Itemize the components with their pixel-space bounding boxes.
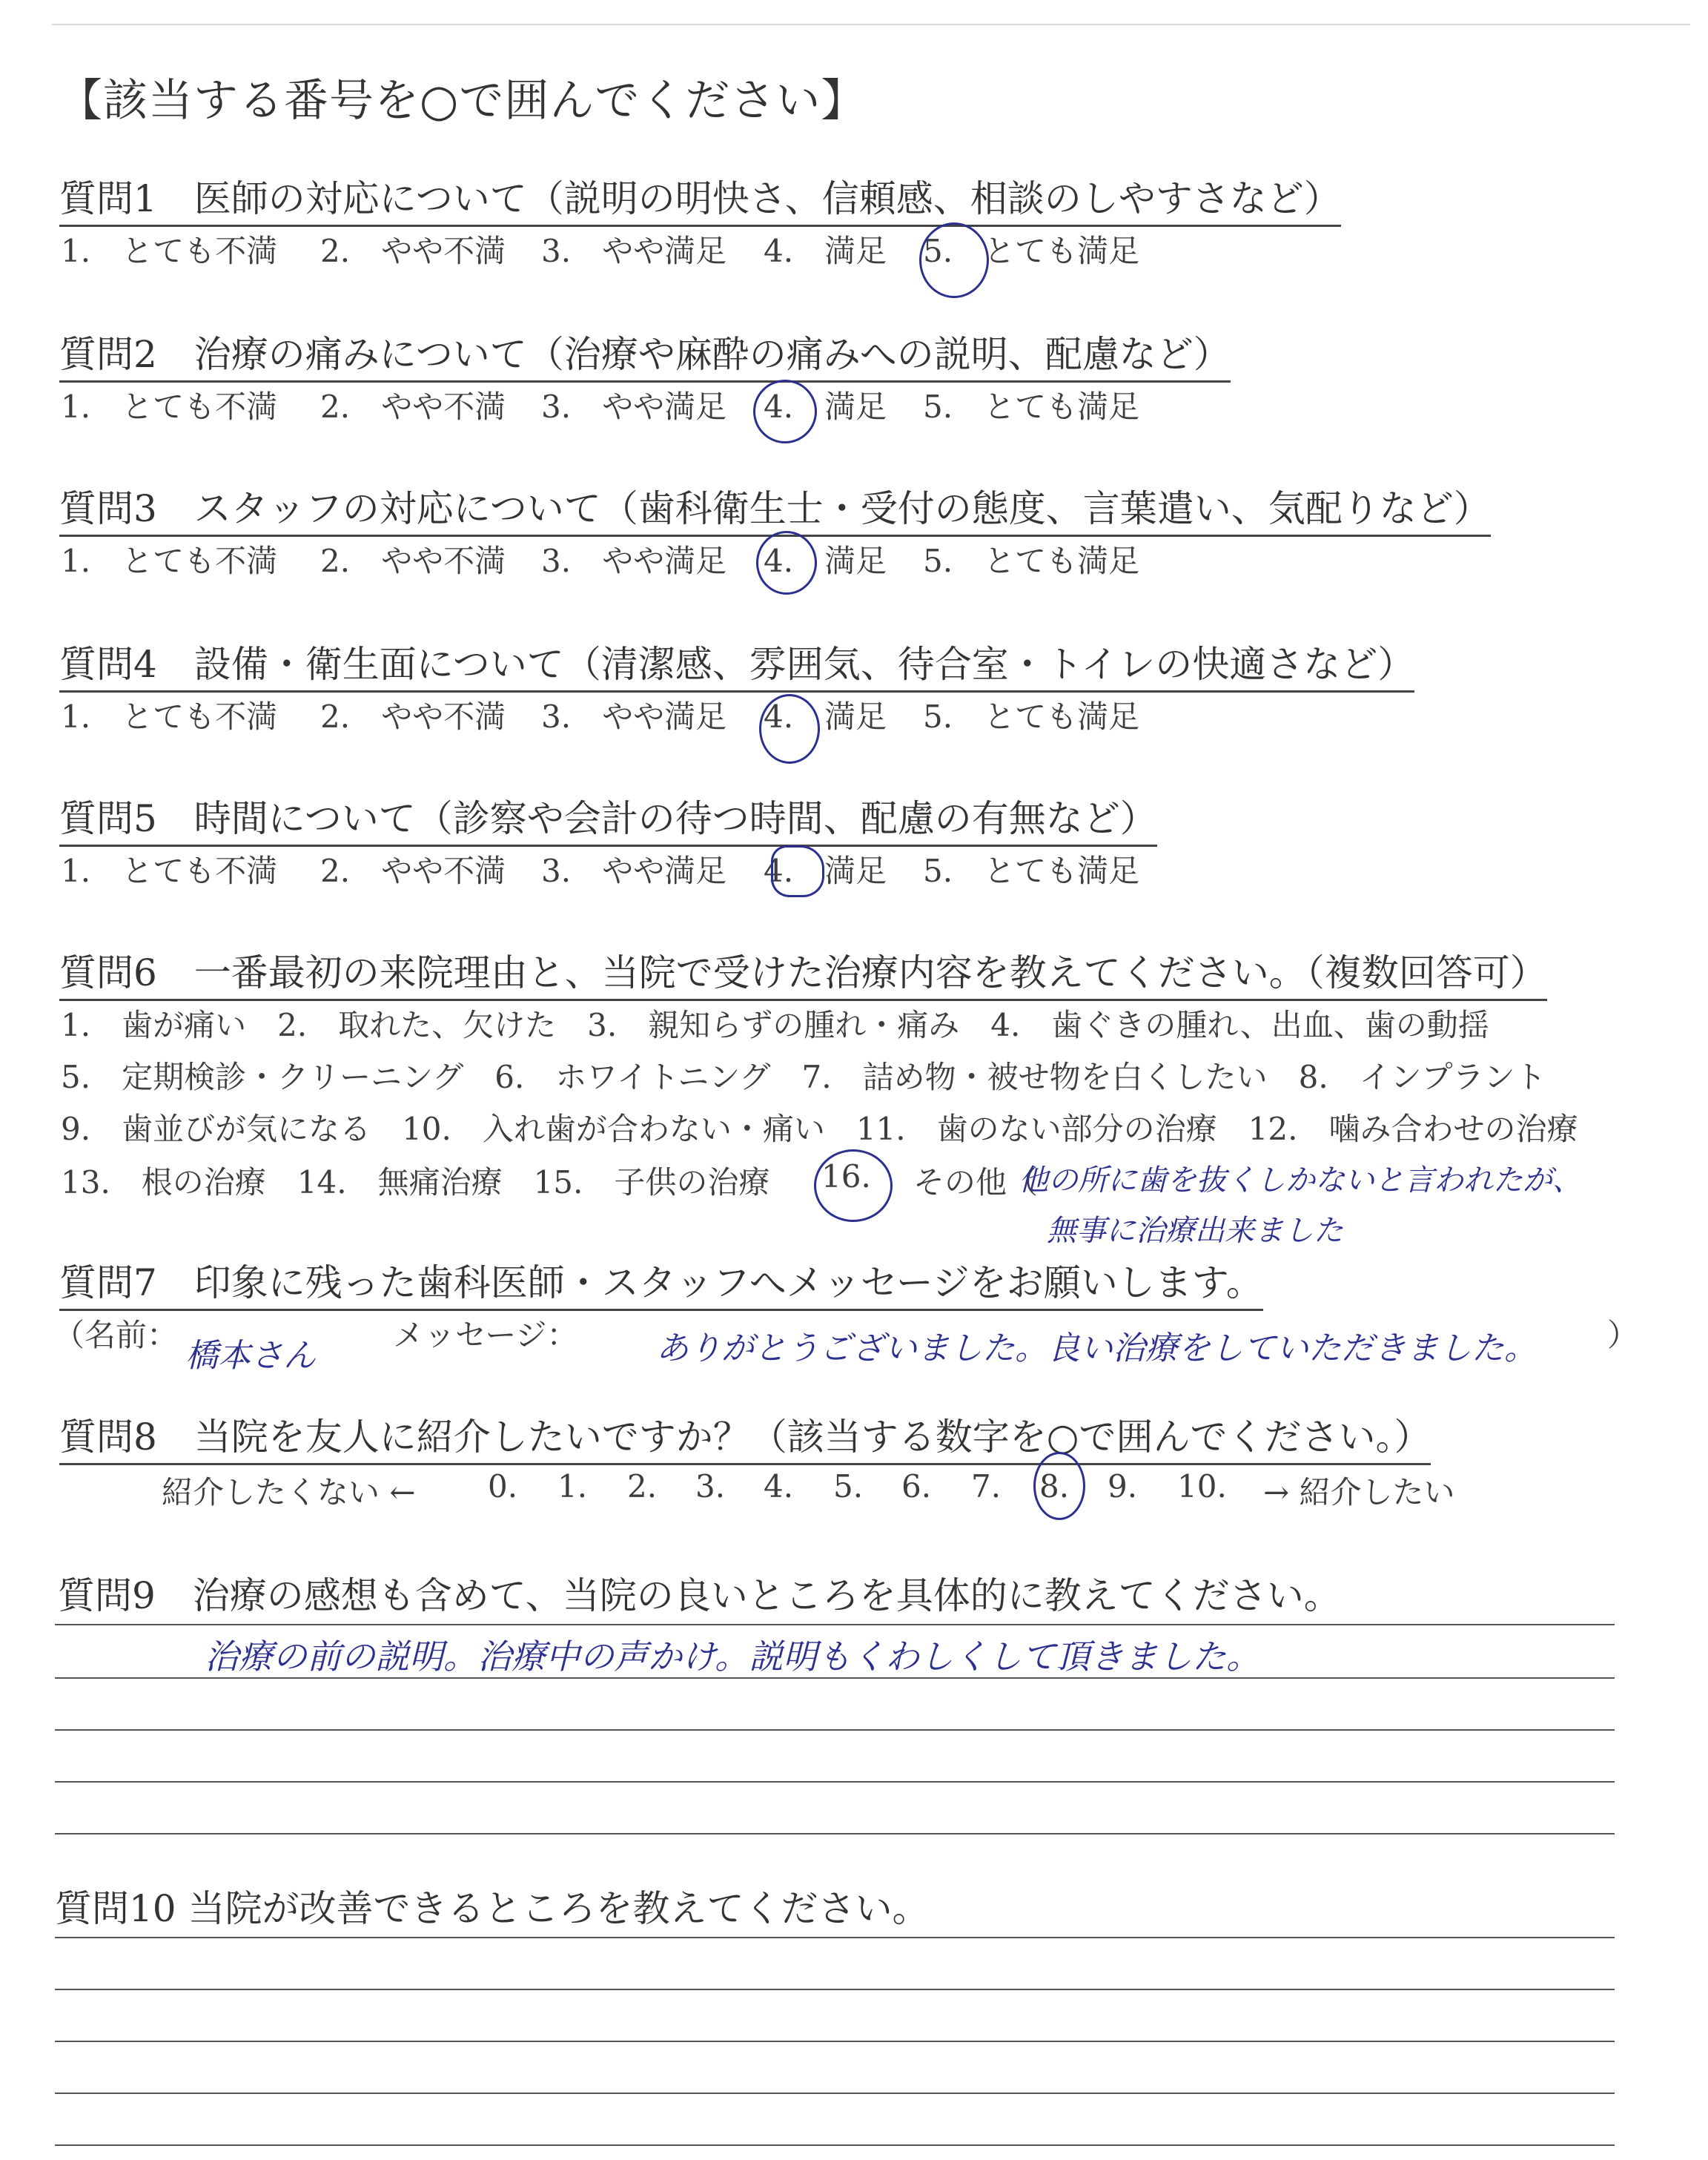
q10-answer-line-3[interactable] [55,2041,1615,2042]
q8-right-label: → 紹介したい [1263,1474,1455,1510]
q4-answer-circle [759,694,820,764]
q4-option-4[interactable]: 4. 満足 [764,698,887,735]
q4-option-3[interactable]: 3. やや満足 [541,698,727,735]
question-3-text: 質問3 スタッフの対応について（歯科衛生士・受付の態度、言葉遣い、気配りなど） [59,487,1491,537]
q10-answer-line-2[interactable] [55,1989,1615,1990]
q8-scale-10[interactable]: 10. [1177,1468,1227,1505]
q3-option-3[interactable]: 3. やや満足 [541,543,727,579]
question-2-text: 質問2 治療の痛みについて（治療や麻酔の痛みへの説明、配慮など） [59,333,1231,383]
q1-option-4[interactable]: 4. 満足 [764,233,887,269]
q6-other-handwriting-2: 無事に治療出来ました [1047,1214,1343,1248]
q2-option-5[interactable]: 5. とても満足 [923,389,1140,425]
top-rule [52,24,1690,25]
q8-answer-circle [1033,1452,1085,1520]
q1-option-3[interactable]: 3. やや満足 [541,233,727,269]
q8-scale-7[interactable]: 7. [971,1468,1002,1505]
question-6 [59,943,1547,997]
q3-option-4[interactable]: 4. 満足 [764,543,887,579]
q1-option-5[interactable]: 5. とても満足 [923,233,1140,269]
question-8-text: 質問8 当院を友人に紹介したいですか？（該当する数字を○で囲んでください。） [59,1416,1431,1465]
q4-option-2[interactable]: 2. やや不満 [320,698,506,735]
question-7-text: 質問7 印象に残った歯科医師・スタッフへメッセージをお願いします。 [59,1261,1263,1311]
page-title: 【該当する番号を○で囲んでください】 [58,75,867,127]
q5-option-3[interactable]: 3. やや満足 [541,853,727,889]
question-8 [59,1407,1431,1461]
q1-option-1[interactable]: 1. とても不満 [61,233,278,269]
q2-option-1[interactable]: 1. とても不満 [61,389,278,425]
q9-answer-handwriting[interactable]: 治療の前の説明。治療中の声かけ。説明もくわしくして頂きました。 [205,1636,1261,1677]
question-3 [59,479,1491,532]
q7-name-handwriting[interactable]: 橋本さん [185,1337,316,1375]
question-1-text: 質問1 医師の対応について（説明の明快さ、信頼感、相談のしやすさなど） [59,177,1341,227]
q6-options-row-4[interactable]: 13. 根の治療 14. 無痛治療 15. 子供の治療 [61,1164,770,1200]
q9-answer-line-3 [55,1729,1615,1731]
q8-scale-9[interactable]: 9. [1108,1468,1138,1505]
q8-scale-3[interactable]: 3. [695,1468,726,1505]
q5-option-5[interactable]: 5. とても満足 [923,853,1140,889]
q7-name-label: （名前： [53,1317,179,1353]
q1-answer-circle [919,222,989,298]
question-6-text: 質問6 一番最初の来院理由と、当院で受けた治療内容を教えてください。（複数回答可） [59,951,1547,1001]
q5-option-2[interactable]: 2. やや不満 [320,853,506,889]
q8-scale-2[interactable]: 2. [627,1468,658,1505]
q2-option-2[interactable]: 2. やや不満 [320,389,506,425]
q8-scale-1[interactable]: 1. [557,1468,588,1505]
q7-message-label: メッセージ： [393,1317,578,1353]
q10-answer-line-1[interactable] [55,1937,1615,1938]
q10-answer-line-4[interactable] [55,2093,1615,2094]
question-10: 質問10 当院が改善できるところを教えてください。 [55,1887,930,1930]
q10-answer-line-5[interactable] [55,2144,1615,2146]
q6-answer-circle [814,1149,893,1222]
q5-option-4[interactable]: 4. 満足 [764,853,887,889]
question-2 [59,325,1231,378]
question-4 [59,635,1414,688]
q7-message-handwriting[interactable]: ありがとうございました。良い治療をしていただきました。 [656,1330,1537,1367]
question-9: 質問9 治療の感想も含めて、当院の良いところを具体的に教えてください。 [58,1574,1341,1617]
q8-left-label: 紹介したくない ← [162,1474,416,1510]
q8-scale-5[interactable]: 5. [833,1468,864,1505]
q7-close-paren: ） [1607,1317,1639,1353]
q2-option-3[interactable]: 3. やや満足 [541,389,727,425]
q5-answer-circle [771,845,824,897]
q9-answer-line-2 [55,1677,1615,1679]
q6-other-handwriting-1: 他の所に歯を抜くしかないと言われたが、 [1019,1163,1582,1198]
q8-scale-0[interactable]: 0. [488,1468,518,1505]
q2-answer-circle [753,380,817,443]
q3-answer-circle [756,531,817,595]
q8-scale-6[interactable]: 6. [901,1468,932,1505]
q6-other-label: その他（ [913,1164,1039,1200]
q3-option-1[interactable]: 1. とても不満 [61,543,278,579]
question-5 [59,789,1157,842]
q9-answer-line-1 [55,1624,1615,1625]
q4-option-1[interactable]: 1. とても不満 [61,698,278,735]
q6-options-row-3[interactable]: 9. 歯並びが気になる 10. 入れ歯が合わない・痛い 11. 歯のない部分の治療 12. 噛み合わせの治療 [61,1111,1578,1147]
question-5-text: 質問5 時間について（診察や会計の待つ時間、配慮の有無など） [59,797,1157,847]
q3-option-5[interactable]: 5. とても満足 [923,543,1140,579]
q8-scale-4[interactable]: 4. [764,1468,794,1505]
q2-option-4[interactable]: 4. 満足 [764,389,887,425]
question-7 [59,1253,1263,1307]
q3-option-2[interactable]: 2. やや不満 [320,543,506,579]
q4-option-5[interactable]: 5. とても満足 [923,698,1140,735]
q6-options-row-2[interactable]: 5. 定期検診・クリーニング 6. ホワイトニング 7. 詰め物・被せ物を白くしたい 8. インプラント [61,1059,1546,1095]
question-4-text: 質問4 設備・衛生面について（清潔感、雰囲気、待合室・トイレの快適さなど） [59,643,1414,693]
q9-answer-line-4 [55,1781,1615,1783]
q6-option-16[interactable]: 16. [821,1158,871,1195]
q1-option-2[interactable]: 2. やや不満 [320,233,506,269]
q5-option-1[interactable]: 1. とても不満 [61,853,278,889]
q6-options-row-1[interactable]: 1. 歯が痛い 2. 取れた、欠けた 3. 親知らずの腫れ・痛み 4. 歯ぐきの腫れ、出血、歯の動揺 [61,1007,1489,1043]
q9-answer-line-5 [55,1833,1615,1834]
question-1 [59,169,1341,222]
q8-scale-8[interactable]: 8. [1039,1468,1070,1505]
